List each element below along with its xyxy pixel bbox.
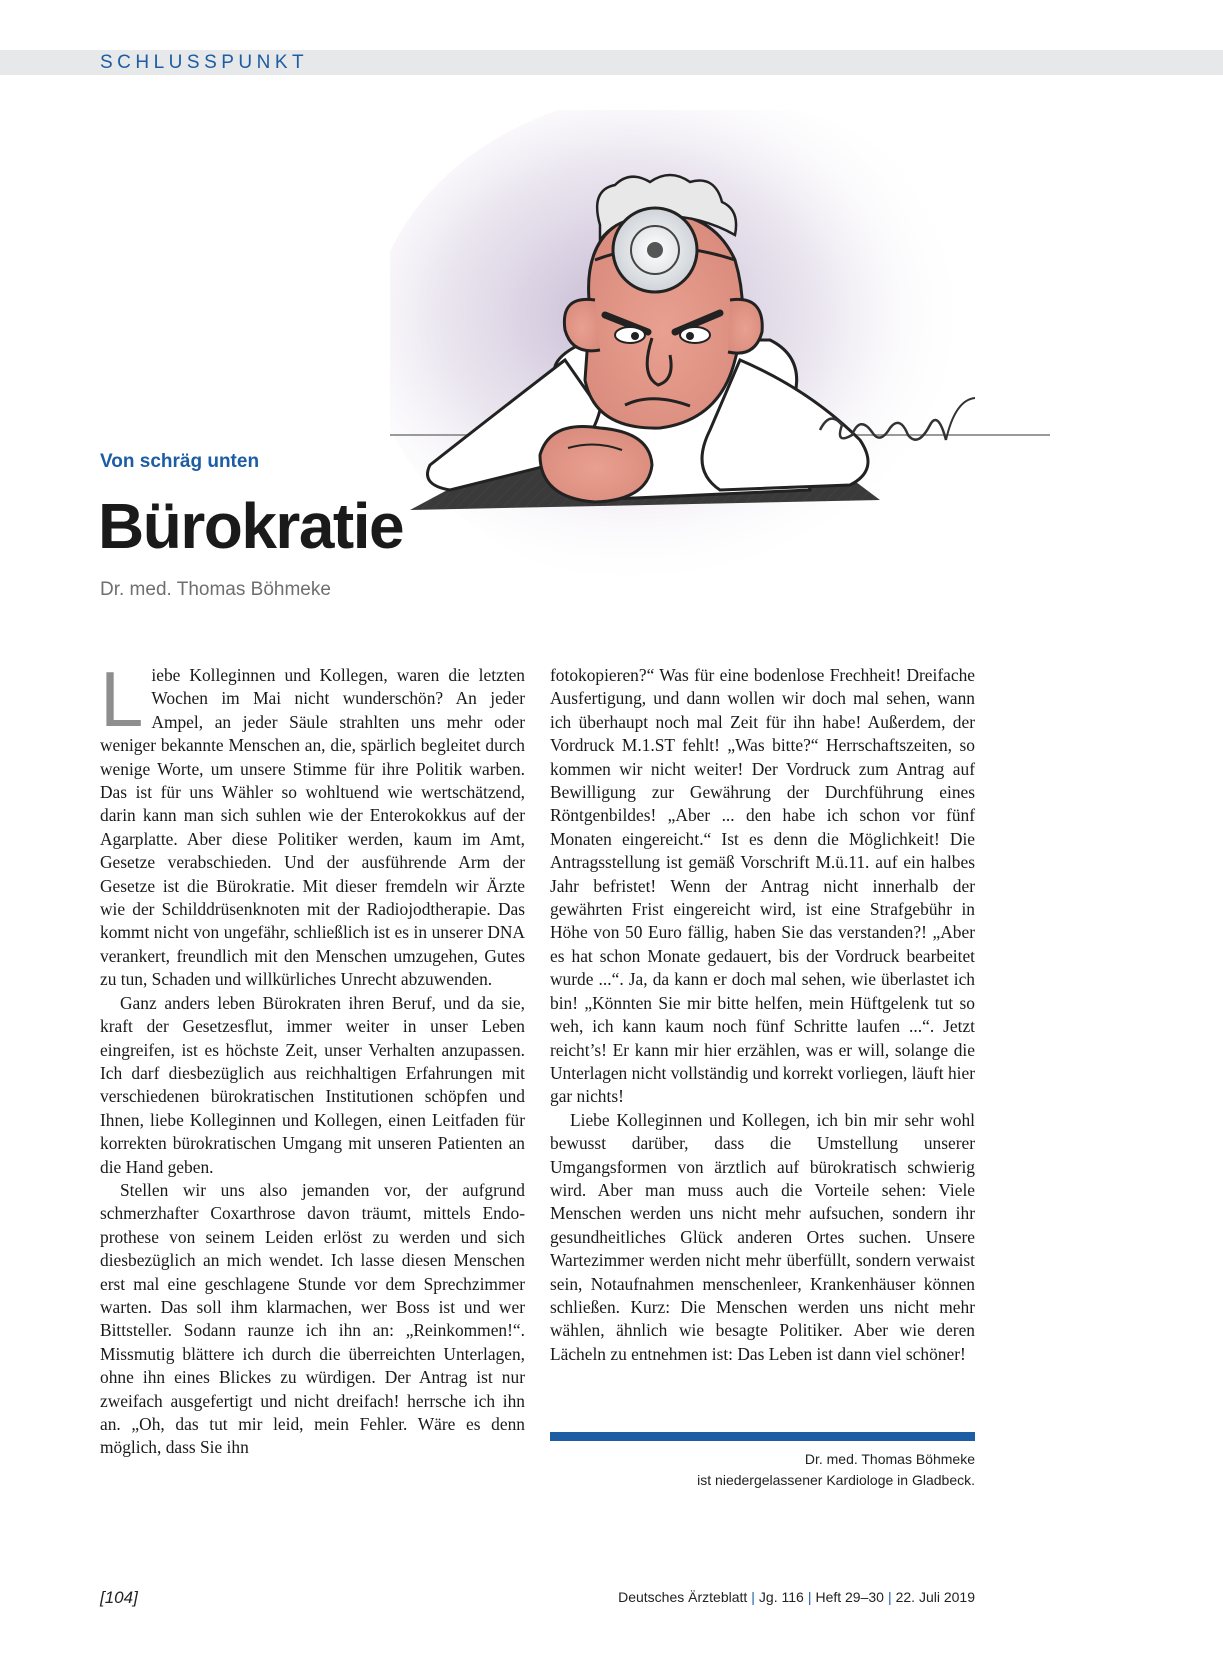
end-rule (550, 1432, 975, 1441)
paragraph: fotokopieren?“ Was für eine bodenlose Frechheit! Dreifache Ausfertigung, und dann wollen wir doch mal sehen, wann ich überhaupt noch mal Zeit für ihn habe! Außerdem, der Vordruck M.1.ST fehlt! „Was bitte?“ Herrschaftszeiten, so kommen wir nicht weiter! Der Vordruck zum Antrag auf Bewilligung zur Gewährung der Durchführung eines Röntgenbildes! „Aber ... den habe ich schon vor fünf Monaten eingereicht.“ Ist es denn die Möglichkeit! Die Antragsstellung ist gemäß Vorschrift M.ü.11. auf ein halbes Jahr befristet! Wenn der Antrag nicht innerhalb der gewährten Frist eingereicht wird, ist eine Strafgebühr in Höhe von 50 Euro fällig, haben Sie das verstanden?! „Aber es hat schon Monate gedauert, bis der Vordruck bearbeitet wurde ...“. Ja, da kann er doch mal sehen, wie überlastet ich bin! „Könnten Sie mir bitte helfen, mein Hüftgelenk tut so weh, ich kann kaum noch fünf Schritte laufen ...“. Jetzt reicht’s! Er kann mir hier erzählen, was er will, solange die Unterlagen nicht vollständig und korrekt vorliegen, läuft hier gar nichts! (550, 665, 975, 1107)
text-column-left (100, 655, 525, 1460)
article-kicker: Von schräg unten (100, 451, 260, 472)
bio-name: Dr. med. Thomas Böhmeke (804, 1451, 975, 1467)
bio-description: ist niedergelassener Kardiologe in Gladbeck. (697, 1472, 975, 1488)
journal-date: 22. Juli 2019 (895, 1589, 975, 1605)
journal-volume: Jg. 116 (758, 1589, 804, 1605)
drop-cap: L (100, 655, 144, 743)
paragraph: Ganz anders leben Bürokraten ihren Beruf, und da sie, kraft der Gesetzesflut, immer weiter in unser Leben eingreifen, ist es höchste Zeit, unser Verhalten anzupassen. Ich darf diesbezüglich aus reichhaltigen Erfahrungen mit verschiedenen bürokratischen Institutionen schöpfen und Ihnen, liebe Kolleginnen und Kollegen, einen Leitfaden für korrekten bürokratischen Umgang mit unseren Patienten an die Hand geben. (100, 992, 525, 1177)
author-bio (550, 1449, 975, 1491)
paragraph: Stellen wir uns also jemanden vor, der aufgrund schmerzhafter Coxarthrose davon träumt, mittels Endoprothese von seinem Leiden erlöst zu werden und sich diesbezüglich an mich wendet. Ich lasse diesen Menschen erst mal eine geschlagene Stunde vor dem Sprechzimmer warten. Das soll ihm klarmachen, wer Boss ist und wer Bittsteller. Sodann raunze ich ihn an: „Reinkommen!“. Missmutig blättere ich durch die überreichten Unterlagen, ohne ihn eines Blickes zu würdigen. Der Antrag ist nur zweifach ausgefertigt und nicht dreifach! herrsche ich ihn an. „Oh, das tut mir leid, mein Fehler. Wäre es denn möglich, dass Sie ihn (100, 1179, 525, 1458)
journal-name: Deutsches Ärzteblatt (618, 1589, 748, 1605)
article-author: Dr. med. Thomas Böhmeke (100, 579, 331, 600)
article-title: Bürokratie (98, 490, 404, 562)
grumpy-doctor-icon (390, 110, 1130, 670)
cartoon-illustration (390, 110, 1130, 670)
page-number: [104] (100, 1588, 138, 1607)
section-label: SCHLUSSPUNKT (100, 52, 309, 73)
paragraph: Liebe Kolleginnen und Kollegen, ich bin mir sehr wohl bewusst darüber, dass die Umstellung unserer Umgangsformen von ärztlich auf bürokratisch schwierig wird. Aber man muss auch die Vorteile sehen: Viele Menschen werden uns nicht mehr aufsuchen, sondern ihr gesundheitliches Glück anderen Ortes suchen. Unsere Wartezimmer werden nicht mehr überfüllt, sondern verwaist sein, Notaufnahmen menschenleer, Krankenhäuser können schließen. Kurz: Die Menschen werden uns nicht mehr wählen, ähnlich wie besagte Politiker. Aber wie deren Lächeln zu entnehmen ist: Das Leben ist dann viel schöner! (550, 1109, 975, 1364)
text-column-right (550, 664, 975, 1366)
journal-footer: Deutsches Ärzteblatt | Jg. 116 | Heft 29–30 | 22. Juli 2019 (618, 1589, 975, 1605)
journal-issue: Heft 29–30 (815, 1589, 884, 1605)
paragraph: Liebe Kolleginnen und Kollegen, waren die letzten Wochen im Mai nicht wunderschön? An jeder Ampel, an jeder Säule strahlten uns mehr oder weniger bekannte Menschen an, die, spärlich begleitet durch wenige Worte, um unsere Stimme für ihre Politik warben. Das ist für uns Wähler so wohltuend wie wertschätzend, darin kann man sich suhlen wie der Enterokokkus auf der Agarplatte. Aber diese Politiker werden, kaum im Amt, Gesetze verabschieden. Und der ausführende Arm der Gesetze ist die Bürokratie. Mit dieser fremdeln wir Ärzte wie der Schilddrüsenknoten mit der Radiojodtherapie. Das kommt nicht von ungefähr, schließlich ist es in unserer DNA verankert, freundlich mit den Menschen umzugehen, Gutes zu tun, Schaden und willkürliches Unrecht abzuwenden. (100, 655, 525, 990)
